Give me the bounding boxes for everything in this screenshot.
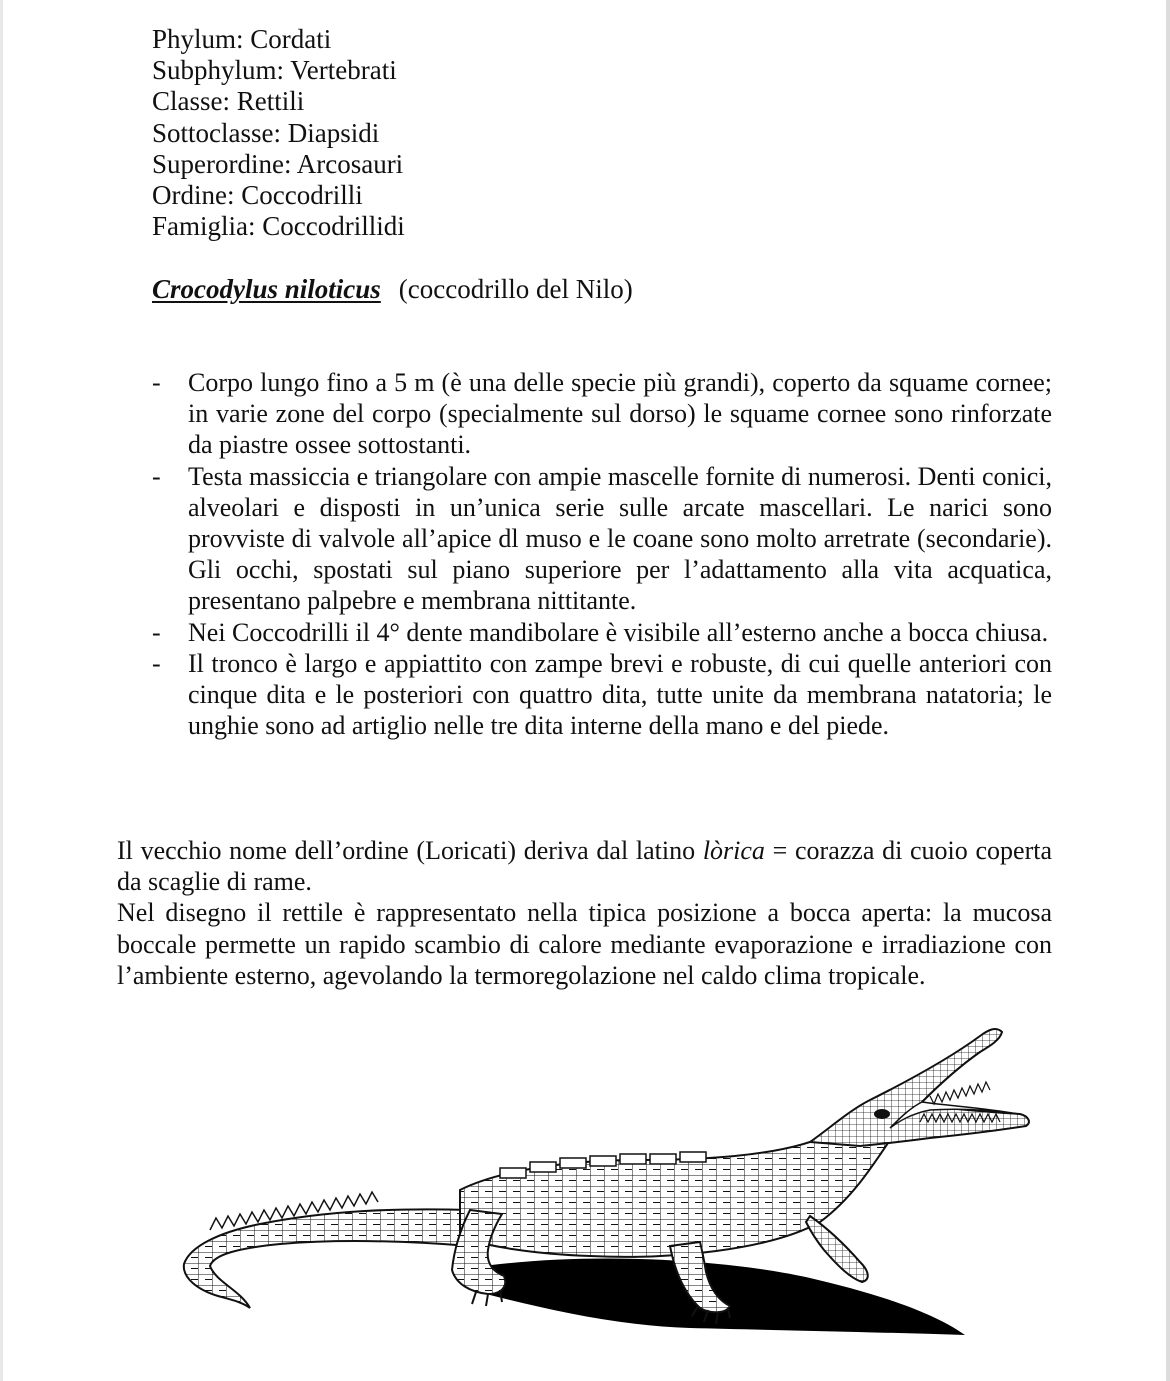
taxonomy-superorder: Superordine: Arcosauri: [152, 148, 404, 179]
bullet-text: Testa massiccia e triangolare con ampie mascelle fornite di numerosi. Denti conici, alveolari e disposti in un’unica serie sulle arcate mascellari. Le narici sono provviste di valvole all’apice dl muso e le coane sono molto arretrate (secondarie). Gli occhi, spostati sul piano superiore per l’adattamento alla vita acquatica, presentano palpebre e membrana nittitante.: [188, 461, 1052, 616]
characteristics-list: [152, 367, 1052, 741]
bullet-dash: -: [152, 368, 161, 397]
bullet-text: Corpo lungo fino a 5 m (è una delle specie più grandi), coperto da squame cornee; in varie zone del corpo (specialmente sul dorso) le squame cornee sono rinforzate da piastre ossee sottostanti.: [188, 368, 1052, 460]
paragraph-text: = corazza di cuoio coperta da scaglie di rame.: [117, 836, 1052, 897]
taxonomy-order: Ordine: Coccodrilli: [152, 180, 363, 211]
species-heading: [152, 274, 633, 305]
taxonomy-block: [152, 24, 405, 242]
list-item: [152, 617, 1052, 648]
taxonomy-family: Famiglia: Coccodrillidi: [152, 211, 405, 242]
list-item: [152, 461, 1052, 617]
page-edge-left: [0, 0, 3, 1381]
crocodile-tail: [184, 1209, 470, 1308]
list-item: [152, 367, 1052, 461]
description-paragraphs: [117, 835, 1052, 991]
taxonomy-phylum: Phylum: Cordati: [152, 24, 332, 54]
taxonomy-subclass: Sottoclasse: Diapsidi: [152, 117, 380, 148]
crocodile-head: [810, 1029, 1029, 1146]
paragraph-text: Il vecchio nome dell’ordine (Loricati) deriva dal latino: [117, 836, 703, 865]
lorica-term: lòrica: [702, 836, 765, 865]
bullet-text: Il tronco è largo e appiattito con zampe brevi e robuste, di cui quelle anteriori con cinque dita e le posteriori con quattro dita, tutte unite da membrana natatoria; le unghie sono ad artiglio nelle tre dita interne della mano e del piede.: [188, 648, 1052, 741]
crocodile-eye: [874, 1109, 890, 1119]
right-front-leg: [806, 1216, 868, 1282]
bullet-dash: -: [152, 648, 161, 678]
bullet-text: Nei Coccodrilli il 4° dente mandibolare è visibile all’esterno anche a bocca chiusa.: [188, 617, 1049, 647]
list-item: [152, 648, 1052, 742]
bullet-dash: -: [152, 617, 161, 647]
species-scientific-name: Crocodylus niloticus: [152, 274, 381, 304]
crocodile-illustration: [170, 1010, 1050, 1350]
species-common-name: (coccodrillo del Nilo): [398, 274, 633, 304]
loricati-paragraph: [117, 835, 1052, 897]
taxonomy-class: Classe: Rettili: [152, 86, 305, 117]
bullet-dash: -: [152, 461, 161, 491]
taxonomy-subphylum: Subphylum: Vertebrati: [152, 55, 397, 86]
page-edge-right: [1166, 0, 1170, 1381]
drawing-description-paragraph: Nel disegno il rettile è rappresentato nella tipica posizione a bocca aperta: la mucosa boccale permette un rapido scambio di calore mediante evaporazione e irradiazione con l’ambiente esterno, agevolando la termoregolazione nel caldo clima tropicale.: [117, 898, 1052, 990]
